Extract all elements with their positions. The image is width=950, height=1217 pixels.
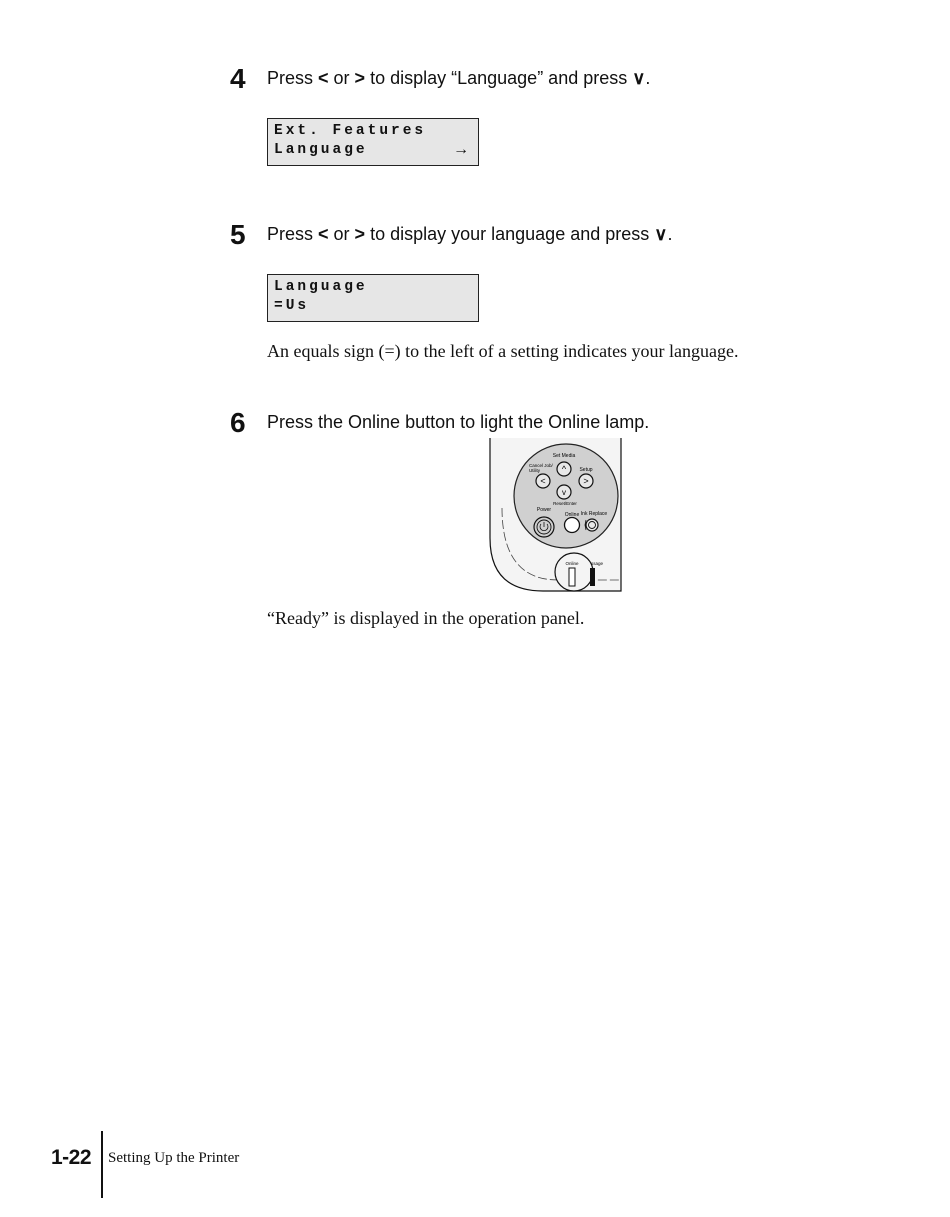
online-lamp-label: Online [565, 561, 579, 566]
online-label: Online [564, 512, 580, 518]
instruction-text: or [328, 68, 355, 88]
right-arrow-key-icon: > [354, 68, 366, 88]
operation-panel-illustration [488, 438, 624, 593]
instruction-text: . [667, 224, 673, 244]
page-number: 1-22 [51, 1146, 92, 1169]
instruction-text: Press [267, 224, 319, 244]
power-label: Power [536, 507, 552, 513]
step-number: 5 [230, 219, 246, 250]
lcd-line-2 [274, 141, 478, 160]
lcd-line-1: Language [274, 279, 368, 295]
step-instruction [267, 68, 650, 89]
step-note: “Ready” is displayed in the operation panel. [267, 608, 585, 628]
lcd-text: Language [274, 142, 368, 158]
left-chevron-icon: < [540, 476, 546, 486]
instruction-text: Press [267, 68, 319, 88]
ink-replace-label: Ink Replace [580, 511, 608, 517]
online-button[interactable] [565, 518, 580, 533]
footer-divider [101, 1131, 103, 1198]
lcd-line-1: Ext. Features [274, 123, 427, 139]
instruction-text: . [645, 68, 651, 88]
lcd-display [267, 274, 479, 322]
instruction-text: to display “Language” and press [365, 68, 633, 88]
step-instruction [267, 224, 672, 245]
down-arrow-key-icon: ∨ [654, 224, 668, 244]
down-arrow-key-icon: ∨ [632, 68, 646, 88]
step-number: 4 [230, 63, 246, 94]
instruction-text: to display your language and press [365, 224, 655, 244]
section-title: Setting Up the Printer [108, 1150, 240, 1166]
instruction-text: or [328, 224, 355, 244]
left-arrow-key-icon: < [318, 224, 329, 244]
message-lamp [590, 568, 595, 586]
left-arrow-key-icon: < [318, 68, 329, 88]
lcd-line-2: =Us [274, 298, 310, 314]
ink-replace-button[interactable] [586, 519, 598, 531]
cancel-job-label: Cancel Job/ [529, 463, 553, 468]
right-arrow-icon: → [456, 141, 466, 159]
right-chevron-icon: > [583, 476, 589, 486]
utility-label: Utility [529, 468, 540, 473]
step-instruction: Press the Online button to light the Online lamp. [267, 412, 650, 432]
step-number: 6 [230, 407, 246, 438]
right-arrow-key-icon: > [354, 224, 366, 244]
message-lamp-label: ssage [590, 561, 604, 566]
set-media-label: Set Media [552, 453, 576, 459]
online-lamp [569, 568, 575, 586]
reset-enter-label: Reset/Enter [553, 501, 577, 506]
setup-label: Setup [579, 467, 593, 473]
lcd-display [267, 118, 479, 166]
step-note: An equals sign (=) to the left of a setting indicates your language. [267, 341, 739, 361]
up-chevron-icon: ^ [561, 464, 567, 474]
down-chevron-icon: v [562, 488, 566, 497]
